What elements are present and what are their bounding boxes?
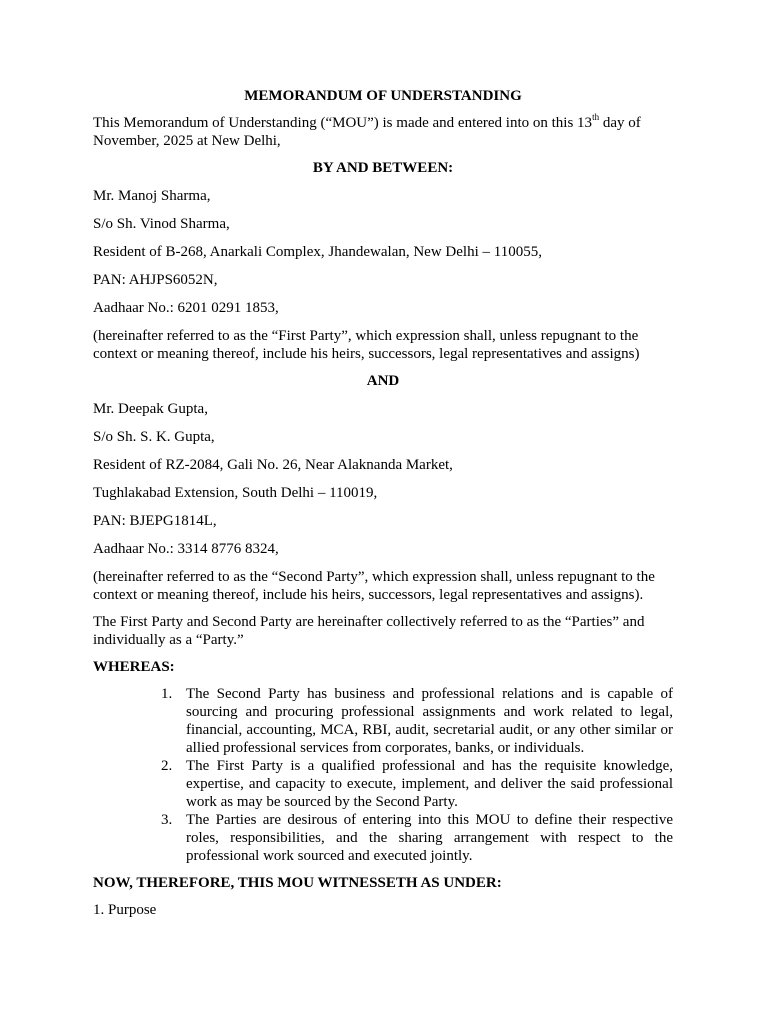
- section-purpose-heading: 1. Purpose: [93, 902, 157, 918]
- witnesseth-heading: NOW, THEREFORE, THIS MOU WITNESSETH AS UNDER:: [93, 875, 502, 891]
- first-party-relation: S/o Sh. Vinod Sharma,: [93, 216, 230, 232]
- intro-text-end: day of November, 2025 at New Delhi,: [93, 115, 641, 149]
- whereas-item-text: The Parties are desirous of entering into this MOU to define their respective roles, responsibilities, and the sharing arrangement with respect to the professional work sourced and executed jointly.: [186, 812, 673, 864]
- whereas-item-text: The First Party is a qualified professional and has the requisite knowledge, expertise, and capacity to execute, implement, and deliver the said professional work as may be sourced by the Second Party.: [186, 758, 673, 810]
- whereas-item: [93, 685, 673, 757]
- second-party-address-line1: Resident of RZ-2084, Gali No. 26, Near Alaknanda Market,: [93, 457, 453, 473]
- document-page: [93, 87, 673, 929]
- intro-text-start: This Memorandum of Understanding (“MOU”) is made and entered into on this 13: [93, 115, 593, 131]
- by-and-between-heading: BY AND BETWEEN:: [312, 160, 454, 176]
- second-party-pan: PAN: BJEPG1814L,: [93, 513, 217, 529]
- whereas-item: [93, 811, 673, 865]
- and-heading: AND: [366, 373, 400, 389]
- second-party-name: Mr. Deepak Gupta,: [93, 401, 208, 417]
- whereas-item: [93, 757, 673, 811]
- first-party-clause: (hereinafter referred to as the “First Party”, which expression shall, unless repugnant to the context or meaning thereof, include his heirs, successors, legal representatives and assigns): [93, 328, 640, 362]
- whereas-item-number: 2.: [161, 758, 173, 774]
- whereas-item-number: 1.: [161, 686, 173, 702]
- first-party-name: Mr. Manoj Sharma,: [93, 188, 211, 204]
- second-party-clause: (hereinafter referred to as the “Second Party”, which expression shall, unless repugnant to the context or meaning thereof, include his heirs, successors, legal representatives and assigns).: [93, 569, 655, 603]
- whereas-list: [93, 685, 673, 865]
- whereas-item-number: 3.: [161, 812, 173, 828]
- whereas-item-text: The Second Party has business and professional relations and is capable of sourcing and procuring professional assignments and work related to legal, financial, accounting, MCA, RBI, audit, secretarial audit, or any other similar or allied professional services from corporates, banks, or individuals.: [186, 686, 673, 756]
- intro-paragraph: [93, 114, 673, 150]
- second-party-relation: S/o Sh. S. K. Gupta,: [93, 429, 215, 445]
- parties-definition: The First Party and Second Party are hereinafter collectively referred to as the “Parties” and individually as a “Party.”: [93, 614, 645, 648]
- second-party-address-line2: Tughlakabad Extension, South Delhi – 110019,: [93, 485, 378, 501]
- first-party-pan: PAN: AHJPS6052N,: [93, 272, 218, 288]
- first-party-address: Resident of B-268, Anarkali Complex, Jhandewalan, New Delhi – 110055,: [93, 244, 542, 260]
- whereas-heading: WHEREAS:: [93, 659, 175, 675]
- second-party-aadhaar: Aadhaar No.: 3314 8776 8324,: [93, 541, 279, 557]
- document-title: MEMORANDUM OF UNDERSTANDING: [244, 88, 522, 104]
- intro-date-suffix: th: [592, 112, 600, 122]
- first-party-aadhaar: Aadhaar No.: 6201 0291 1853,: [93, 300, 279, 316]
